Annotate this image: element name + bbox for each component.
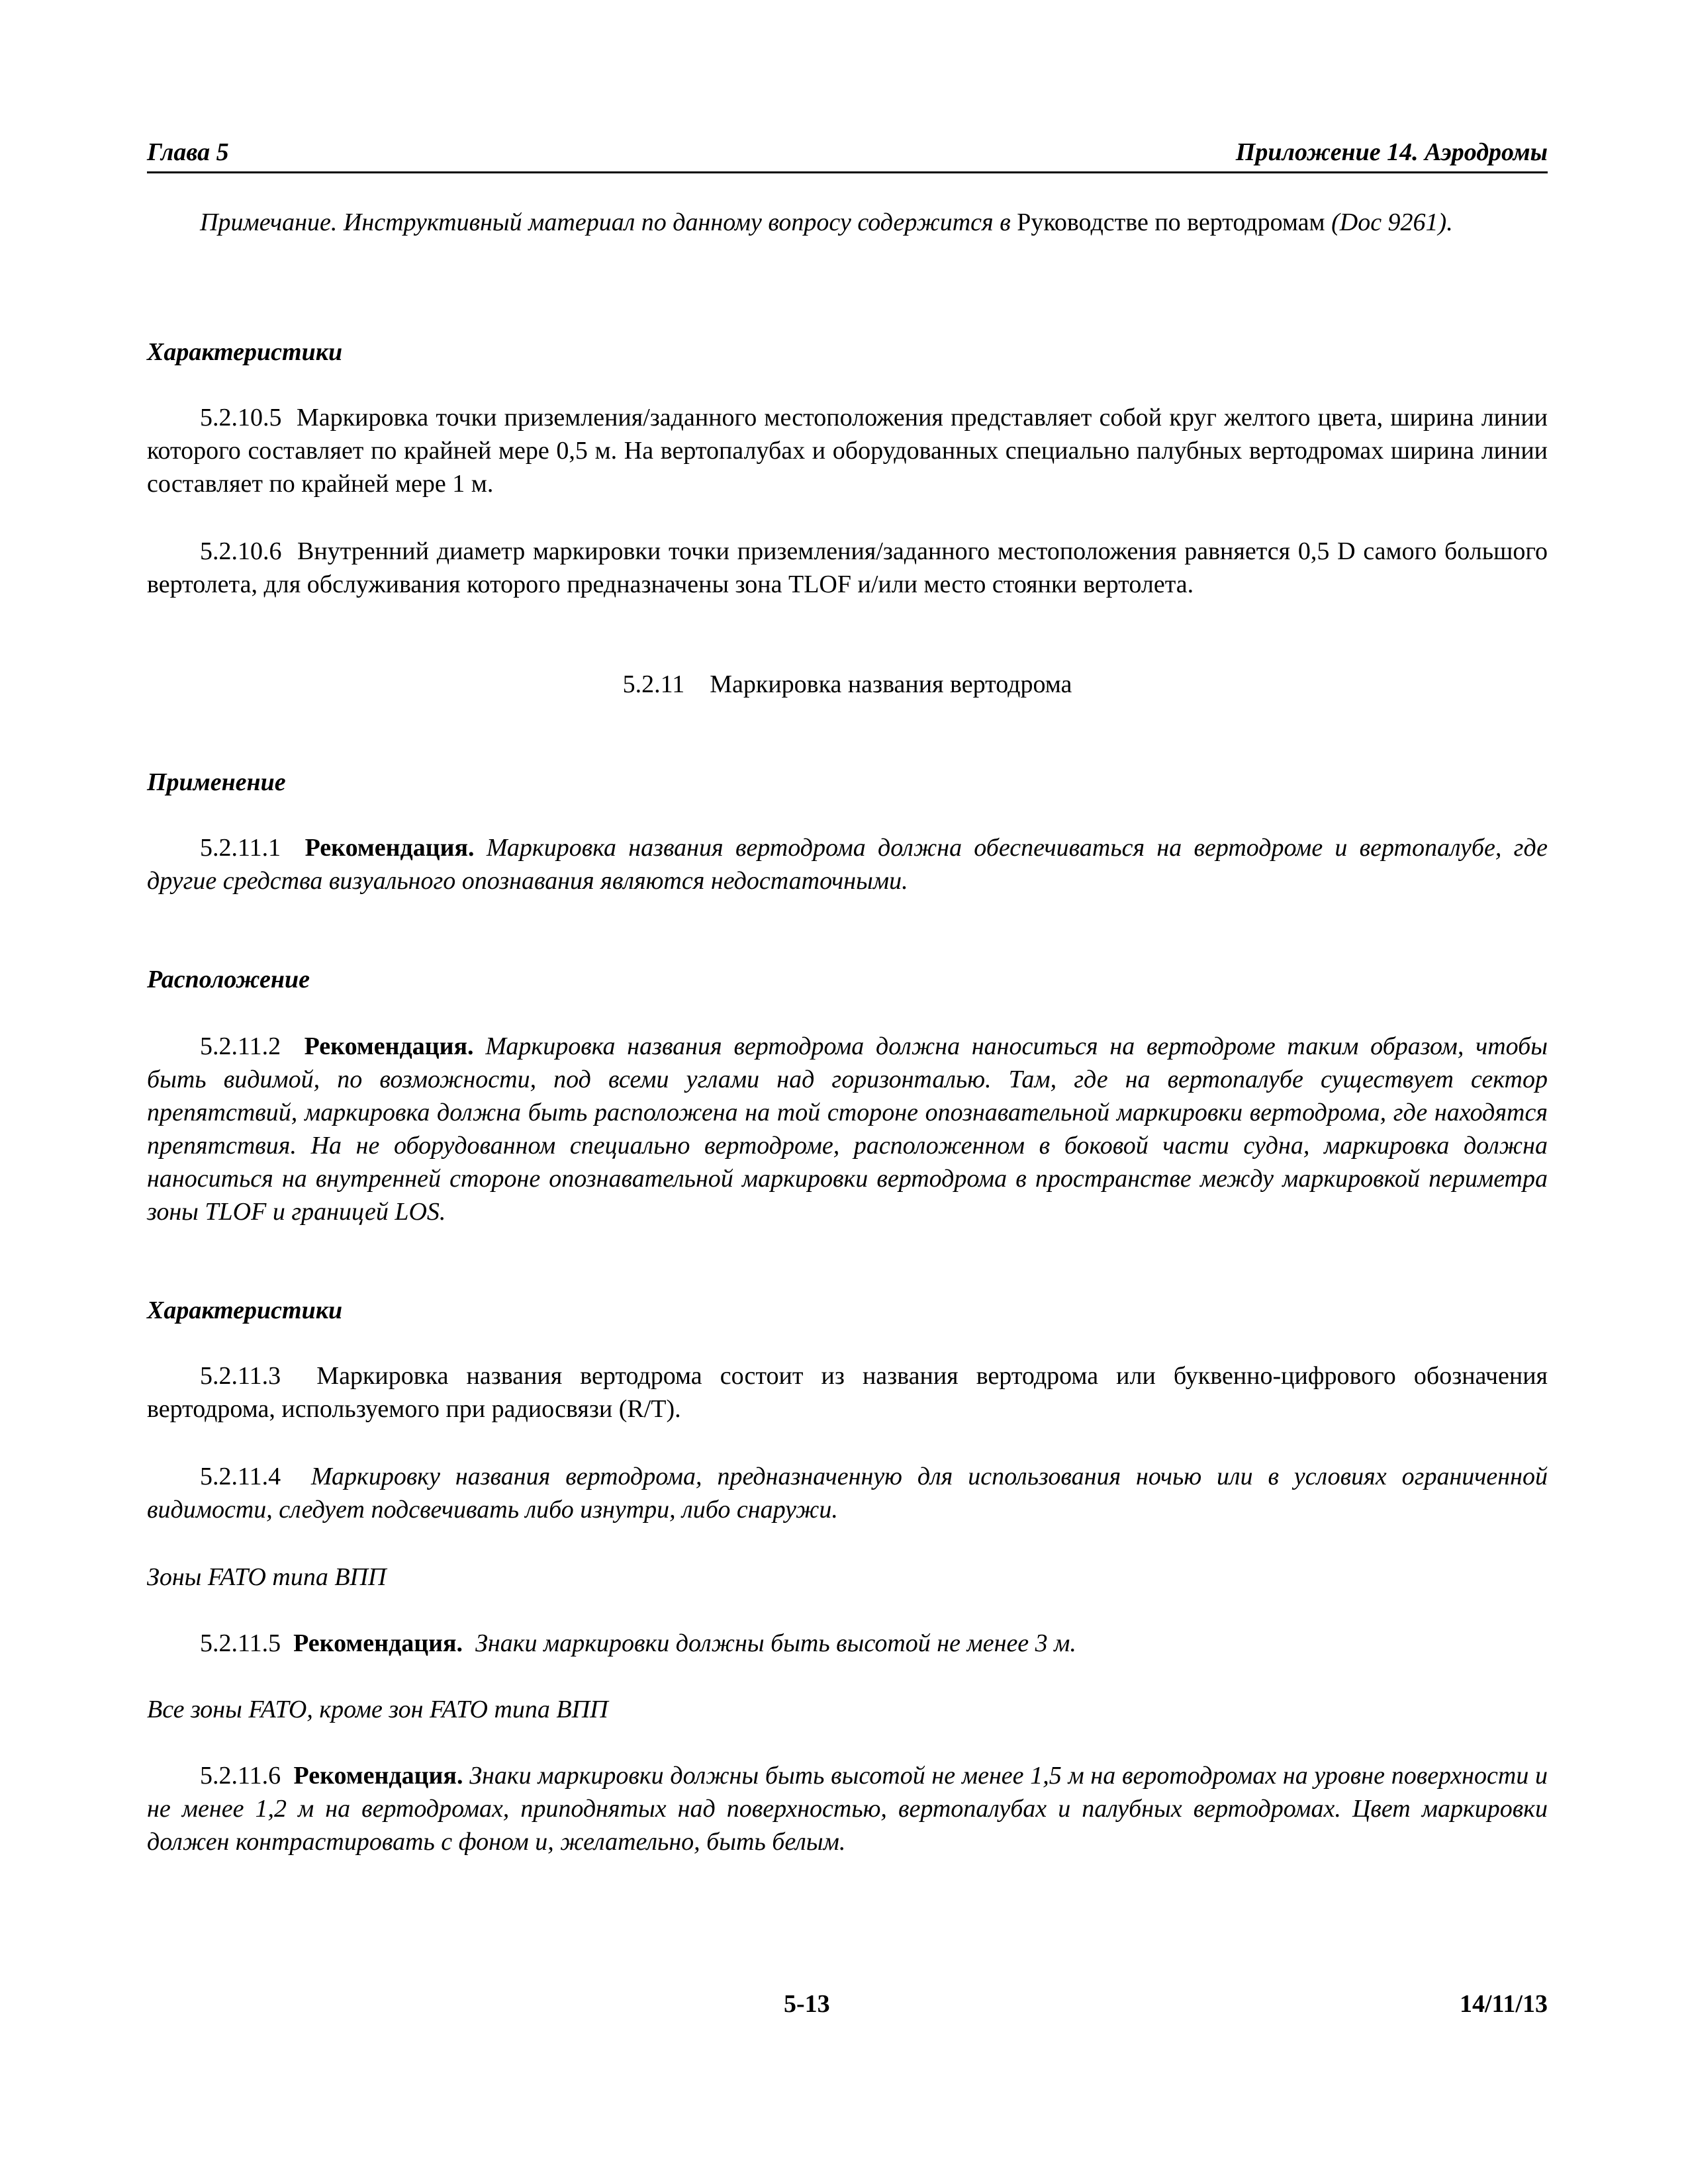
paragraph-text: Маркировка точки приземления/заданного местоположения представляет собой круг желтого цвета, ширина линии которого составляет по крайней мере 0,5 м. На вертопалубах и оборудованных специально палубных вертодромах ширина линии составляет по крайней мере 1 м. [147, 404, 1548, 498]
recommendation-label: Рекомендация. [305, 834, 475, 862]
paragraph-5-2-11-2 [147, 1030, 1548, 1228]
note-doc: (Doc 9261). [1325, 208, 1453, 236]
paragraph-number: 5.2.10.6 [200, 537, 282, 565]
chapter-label: Глава 5 [147, 138, 229, 166]
paragraph-number: 5.2.10.5 [200, 404, 282, 432]
paragraph-text: Маркировка названия вертодрома состоит из названия вертодрома или буквенно-цифрового обозначения вертодрома, используемого при радиосвязи (R/T). [147, 1362, 1548, 1423]
page-number: 5-13 [784, 1990, 830, 2018]
paragraph-number: 5.2.11.1 [200, 834, 281, 862]
paragraph-number: 5.2.11.6 [200, 1762, 281, 1790]
paragraph-5-2-10-6 [147, 535, 1548, 601]
paragraph-5-2-11-1 [147, 831, 1548, 897]
section-heading-characteristics: Характеристики [147, 338, 343, 366]
paragraph-text: Маркировка названия вертодрома должна наноситься на вертодроме таким образом, чтобы быть видимой, по возможности, под всеми углами над горизонталью. Там, где на вертопалубе существует сектор препятствий, маркировка должна быть расположена на той стороне опознавательной маркировки вертодрома, где находятся препятствия. На не оборудованном специально вертодроме, расположенном в боковой части судна, маркировка должна наноситься на внутренней стороне опознавательной маркировки вертодрома в пространстве между маркировкой периметра зоны TLOF и границей LOS. [147, 1032, 1548, 1226]
subsection-number: 5.2.11 [622, 670, 685, 698]
header-divider [147, 171, 1548, 173]
paragraph-5-2-11-5 [147, 1627, 1548, 1660]
paragraph-5-2-11-3 [147, 1359, 1548, 1426]
recommendation-label: Рекомендация. [293, 1629, 463, 1657]
paragraph-5-2-10-5 [147, 401, 1548, 500]
paragraph-text: Знаки маркировки должны быть высотой не менее 1,5 м на веротодромах на уровне поверхности и не менее 1,2 м на вертодромах, приподнятых над поверхностью, вертопалубах и палубных вертодромах. Цвет маркировки должен контрастировать с фоном и, желательно, быть белым. [147, 1762, 1548, 1856]
note-reference: Руководстве по вертодромам [1017, 208, 1325, 236]
note-text: Примечание. Инструктивный материал по данному вопросу содержится в [200, 208, 1017, 236]
paragraph-text: Внутренний диаметр маркировки точки приземления/заданного местоположения равняется 0,5 D самого большого вертолета, для обслуживания которого предназначены зона TLOF и/или место стоянки вертолета. [147, 537, 1548, 598]
paragraph-number: 5.2.11.2 [200, 1032, 281, 1060]
paragraph-5-2-11-4 [147, 1460, 1548, 1526]
paragraph-text: Маркировка названия вертодрома должна обеспечиваться на вертодроме и вертопалубе, где другие средства визуального опознавания являются недостаточными. [147, 834, 1548, 895]
section-heading-location: Расположение [147, 966, 310, 993]
subsection-title [147, 670, 1548, 699]
annex-label: Приложение 14. Аэродромы [1235, 138, 1548, 166]
paragraph-number: 5.2.11.3 [200, 1362, 281, 1390]
subsection-name: Маркировка названия вертодрома [710, 670, 1072, 698]
paragraph-number: 5.2.11.5 [200, 1629, 281, 1657]
note-paragraph [147, 206, 1548, 239]
recommendation-label: Рекомендация. [293, 1762, 463, 1790]
paragraph-text: Знаки маркировки должны быть высотой не менее 3 м. [475, 1629, 1076, 1657]
page-header [147, 130, 1548, 172]
paragraph-number: 5.2.11.4 [200, 1463, 281, 1490]
subheading-fato-all: Все зоны FATO, кроме зон FATO типа ВПП [147, 1696, 608, 1723]
subheading-fato-runway: Зоны FATO типа ВПП [147, 1563, 387, 1591]
section-heading-characteristics-2: Характеристики [147, 1297, 343, 1324]
page-date: 14/11/13 [1459, 1990, 1548, 2018]
section-heading-application: Применение [147, 768, 286, 796]
paragraph-text: Маркировку названия вертодрома, предназначенную для использования ночью или в условиях ограниченной видимости, следует подсвечивать либо изнутри, либо снаружи. [147, 1463, 1548, 1524]
recommendation-label: Рекомендация. [304, 1032, 474, 1060]
paragraph-5-2-11-6 [147, 1759, 1548, 1858]
